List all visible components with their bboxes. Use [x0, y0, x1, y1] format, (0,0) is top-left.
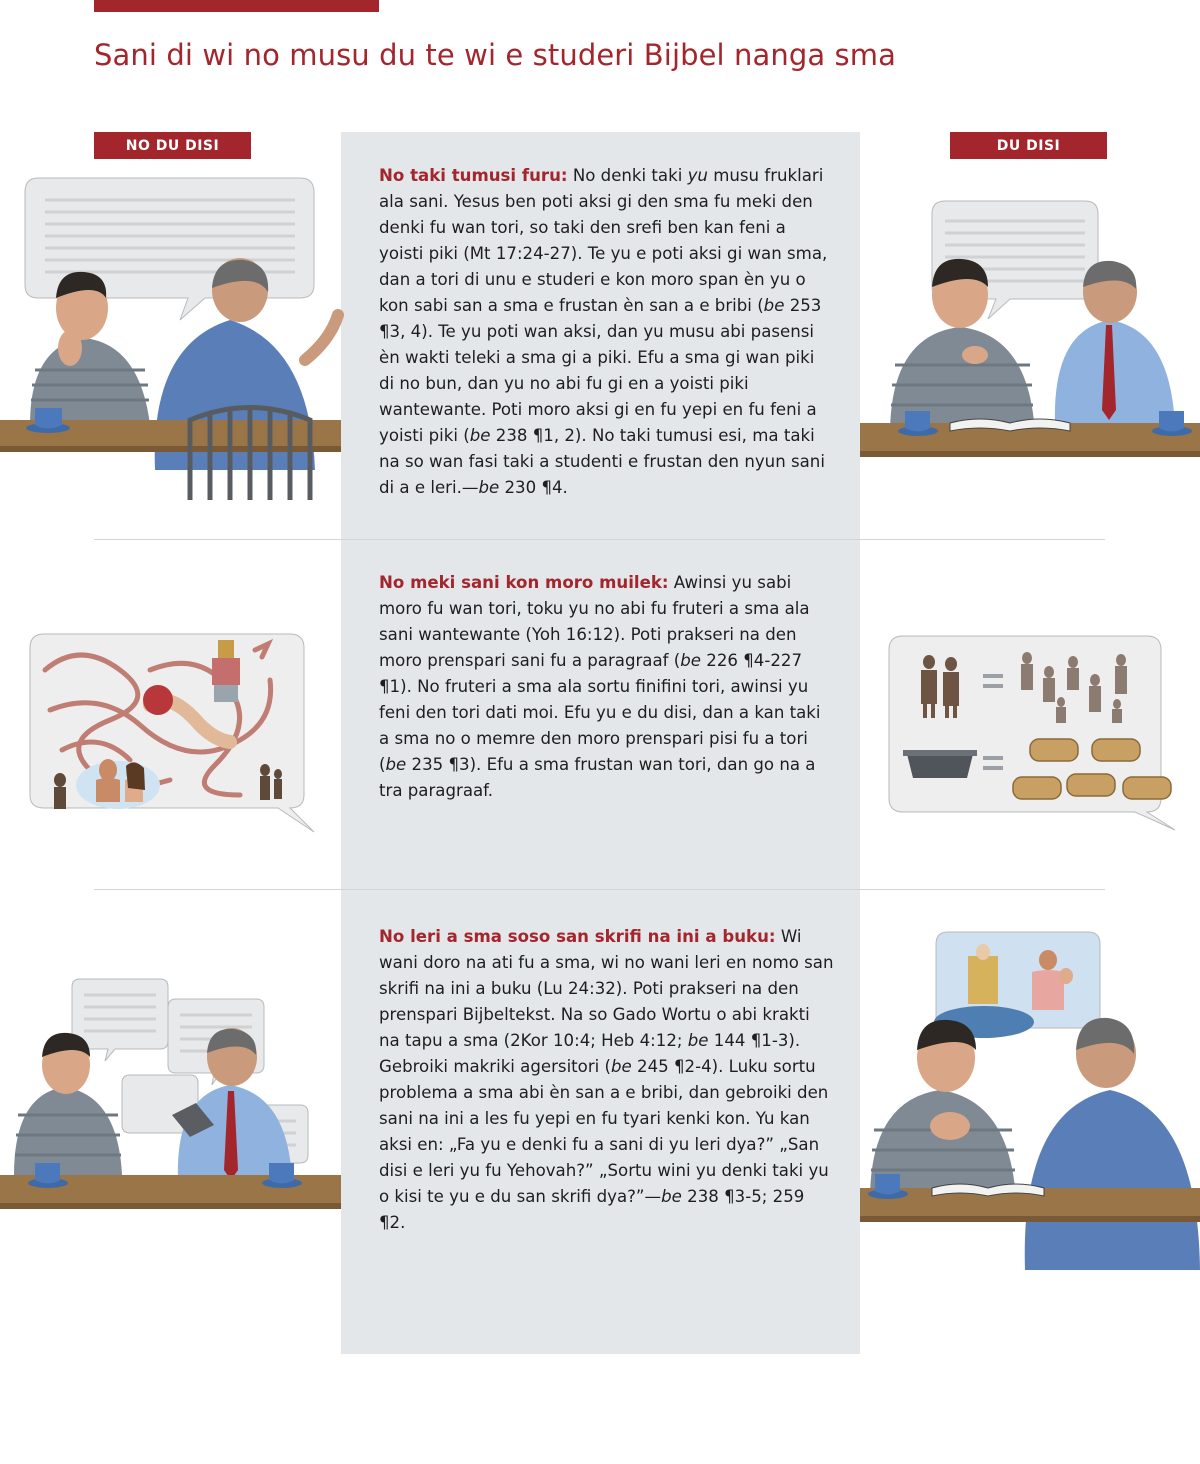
text-run: musu fruklari ala sani. Yesus ben poti aksi gi den sma fu meki den denki fu wan tori, so taki den srefi ben kan feni a yoisti piki (Mt 17:24-27). Te yu e poti aksi gi wan sma, dan a tori di unu e studeri e kon moro span èn yu o kon sabi san a sma e frustan èn san a e bribi ( — [379, 166, 828, 315]
text-run: 238 ¶3-5; 259 ¶2. — [379, 1187, 805, 1232]
source-ref: be — [763, 296, 785, 315]
column-label-do: DU DISI — [950, 132, 1107, 159]
section-divider — [94, 539, 1105, 540]
text-run: 230 ¶4. — [499, 478, 568, 497]
source-ref: be — [469, 426, 491, 445]
text-run: 235 ¶3). Efu a sma frustan wan tori, dan go na a tra paragraaf. — [379, 755, 816, 800]
source-ref: be — [478, 478, 500, 497]
illustration-asking-questions — [860, 195, 1200, 505]
illustration-simple-illustration — [885, 632, 1200, 832]
text-run: Wi wani doro na ati fu a sma, wi no wani leri en nomo san skrifi na ini a buku (Lu 24:32). Poti prakseri na den prenspari Bijbeltekst. Na so Gado Wortu o abi krakti na tapu a sma (2Kor 10:4; Heb 4:12; — [379, 927, 834, 1050]
illustration-overcomplicated — [0, 630, 341, 835]
source-ref: be — [611, 1057, 632, 1076]
tip-paragraph — [379, 570, 834, 804]
header-accent-bar — [94, 0, 379, 12]
tip-heading: No meki sani kon moro muilek: — [379, 573, 669, 592]
section-divider — [94, 889, 1105, 890]
chair-icon — [190, 408, 310, 501]
bread-pan-icon — [903, 750, 977, 778]
text-run: 253 ¶3, 4). Te yu poti wan aksi, dan yu musu abi pasensi èn wakti teleki a sma gi a piki. Efu a sma gi wan piki di no bun, dan yu no abi fu gi en a yoisti piki wantewante. Poti moro aksi gi en fu yepi en fu feni a yoisti piki ( — [379, 296, 822, 445]
tip-body — [379, 166, 827, 497]
source-ref: be — [385, 755, 407, 774]
text-run: No denki taki — [567, 166, 688, 185]
page-title: Sani di wi no musu du te wi e studeri Bijbel nanga sma — [94, 38, 896, 72]
illustration-talking-too-much — [0, 170, 341, 500]
tip-body — [379, 927, 834, 1232]
illustration-reaching-heart — [860, 930, 1200, 1270]
text-run: 226 ¶4-227 ¶1). No fruteri a sma ala sortu finifini tori, awinsi yu feni den tori dati moi. Efu yu e du disi, dan a kan taki a sma no o memre den moro prenspari pisi fu a tori ( — [379, 651, 821, 774]
source-ref: be — [661, 1187, 682, 1206]
text-run: Awinsi yu sabi moro fu wan tori, toku yu no abi fu fruteri a sma ala sani wantewante (Yoh 16:12). Poti prakseri na den moro prenspari sani fu a paragraaf ( — [379, 573, 810, 670]
student-heartfelt-icon — [870, 1020, 1016, 1200]
teacher-back-icon — [1025, 1018, 1200, 1270]
student-confused-icon — [14, 1033, 122, 1175]
text-run: 238 ¶1, 2). No taki tumusi esi, ma taki na so wan fasi taki a studenti e frustan den nyun sani di a e leri.— — [379, 426, 825, 497]
tip-heading: No leri a sma soso san skrifi na ini a buku: — [379, 927, 776, 946]
tip-body — [379, 573, 821, 800]
source-ref: yu — [687, 166, 708, 185]
tip-heading: No taki tumusi furu: — [379, 166, 568, 185]
tip-paragraph — [379, 163, 834, 501]
tip-paragraph — [379, 924, 834, 1236]
text-run: 144 ¶1-3). Gebroiki makriki agersitori ( — [379, 1031, 801, 1076]
source-ref: be — [680, 651, 701, 670]
source-ref: be — [687, 1031, 709, 1050]
text-run: 245 ¶2-4). Luku sortu problema a sma abi èn san a e bribi, dan gebroiki den sani na ini a les fu yepi en fu tyari kenki kon. Yu kan aksi en: „Fa yu e denki fu a sani di yu leri dya?” „San disi e leri yu fu Yehovah?” „Sortu wini yu denki taki yu o kisi te yu e du san skrifi dya?”— — [379, 1057, 829, 1206]
column-label-dont: NO DU DISI — [94, 132, 251, 159]
illustration-reading-from-book — [0, 975, 341, 1240]
